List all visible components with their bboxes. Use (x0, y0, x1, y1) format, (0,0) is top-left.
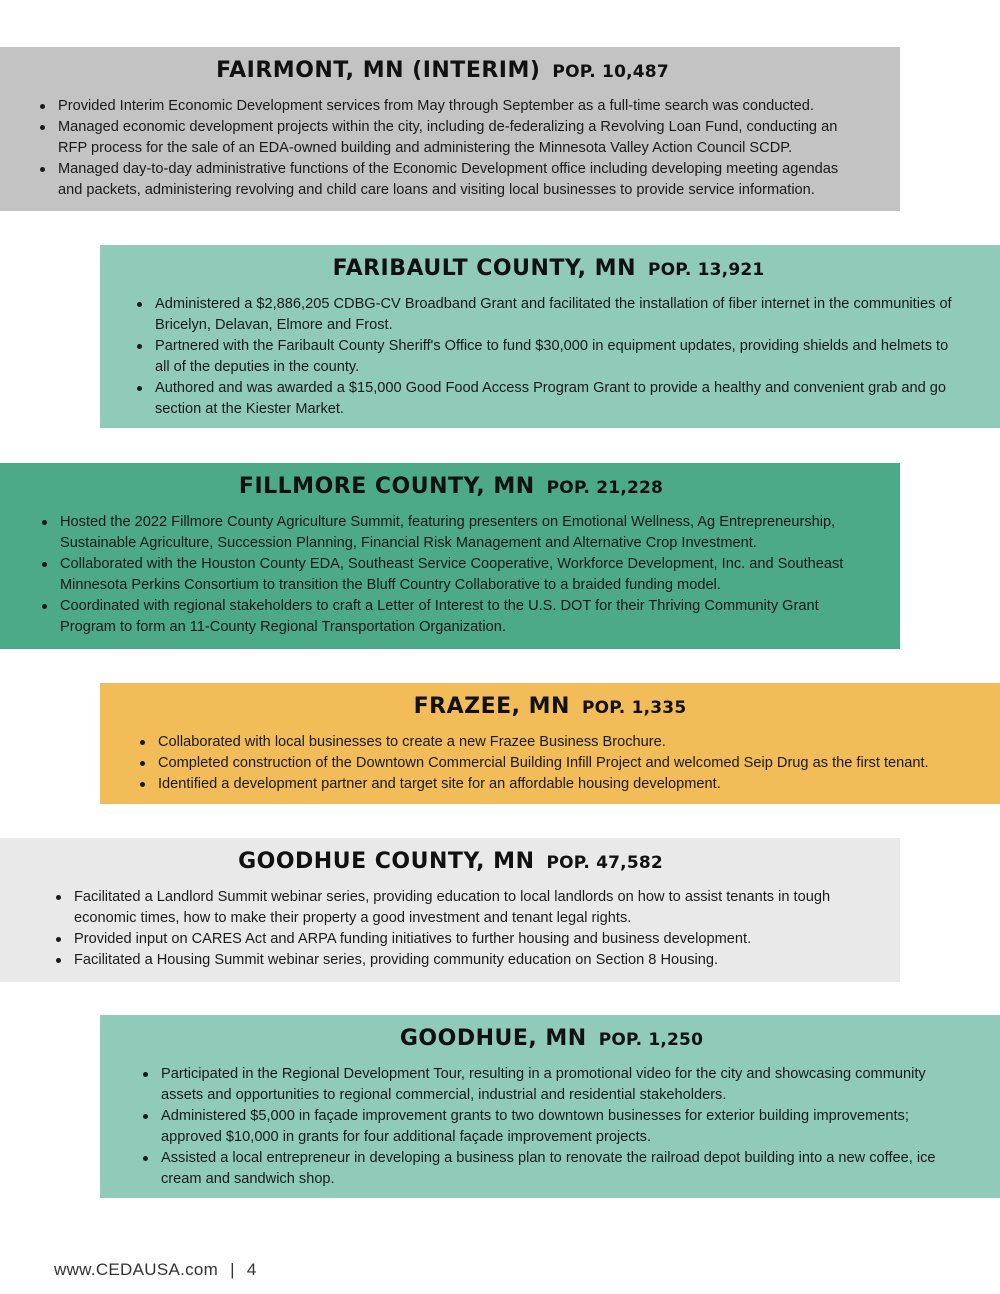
list-item: Hosted the 2022 Fillmore County Agriculture Summit, featuring presenters on Emotional Wellness, Ag Entrepreneurship, Sustainable Agriculture, Succession Planning, Financial Risk Management and Alternative Crop Investment. (42, 512, 860, 554)
section-title: GOODHUE, MN POP. 1,250 (399, 1026, 704, 1051)
population: POP. 13,921 (648, 260, 765, 280)
list-item: Partnered with the Faribault County Sheriff's Office to fund $30,000 in equipment updates, providing shields and helmets to all of the deputies in the county. (137, 336, 960, 378)
list-item: Assisted a local entrepreneur in developing a business plan to renovate the railroad depot building into a new coffee, ice cream and sandwich shop. (143, 1148, 960, 1190)
section-faribault-county (100, 245, 1000, 428)
bullet-list (137, 294, 960, 420)
list-item: Authored and was awarded a $15,000 Good Food Access Program Grant to provide a healthy and convenient grab and go section at the Kiester Market. (137, 378, 960, 420)
list-item: Collaborated with local businesses to create a new Frazee Business Brochure. (140, 732, 960, 753)
footer-separator: | (230, 1260, 235, 1279)
bullet-list (40, 96, 845, 201)
list-item: Provided Interim Economic Development services from May through September as a full-time search was conducted. (40, 96, 845, 117)
list-item: Participated in the Regional Development Tour, resulting in a promotional video for the city and showcasing community assets and opportunities to regional commercial, industrial and residential stakeholders. (143, 1064, 960, 1106)
population: POP. 21,228 (546, 478, 664, 498)
list-item: Administered a $2,886,205 CDBG-CV Broadband Grant and facilitated the installation of fiber internet in the communities of Bricelyn, Delavan, Elmore and Frost. (137, 294, 960, 336)
section-title: FRAZEE, MN POP. 1,335 (413, 694, 687, 719)
bullet-list (140, 732, 960, 795)
population: POP. 47,582 (546, 853, 663, 873)
list-item: Administered $5,000 in façade improvement grants to two downtown businesses for exterior building improvements; approved $10,000 in grants for four additional façade improvement projects. (143, 1106, 960, 1148)
list-item: Managed economic development projects within the city, including de-federalizing a Revolving Loan Fund, conducting an RFP process for the sale of an EDA-owned building and administering the Minnesota Valley Action Council SCDP. (40, 117, 845, 159)
population: POP. 1,250 (598, 1030, 704, 1050)
page-footer (54, 1260, 257, 1280)
bullet-list (143, 1064, 960, 1190)
section-title: FAIRMONT, MN (INTERIM) POP. 10,487 (216, 58, 669, 83)
population: POP. 1,335 (581, 698, 687, 718)
section-goodhue-county (0, 838, 900, 982)
section-title: FILLMORE COUNTY, MN POP. 21,228 (238, 474, 664, 499)
section-fillmore-county (0, 463, 900, 649)
page-number: 4 (246, 1260, 257, 1279)
section-title: FARIBAULT COUNTY, MN POP. 13,921 (332, 256, 765, 281)
list-item: Coordinated with regional stakeholders to craft a Letter of Interest to the U.S. DOT for their Thriving Community Grant Program to form an 11-County Regional Transportation Organization. (42, 596, 860, 638)
list-item: Collaborated with the Houston County EDA, Southeast Service Cooperative, Workforce Development, Inc. and Southeast Minnesota Perkins Consortium to transition the Bluff Country Collaborative to a braided funding model. (42, 554, 860, 596)
list-item: Managed day-to-day administrative functions of the Economic Development office including developing meeting agendas and packets, administering revolving and child care loans and visiting local businesses to provide service information. (40, 159, 845, 201)
list-item: Completed construction of the Downtown Commercial Building Infill Project and welcomed Seip Drug as the first tenant. (140, 753, 960, 774)
bullet-list (56, 887, 845, 971)
bullet-list (42, 512, 860, 638)
population: POP. 10,487 (552, 62, 669, 82)
list-item: Facilitated a Landlord Summit webinar series, providing education to local landlords on how to assist tenants in tough economic times, how to make their property a good investment and tenant legal rights. (56, 887, 845, 929)
list-item: Facilitated a Housing Summit webinar series, providing community education on Section 8 Housing. (56, 950, 845, 971)
website-link[interactable]: www.CEDAUSA.com (54, 1260, 219, 1279)
section-fairmont (0, 47, 900, 211)
section-goodhue (100, 1015, 1000, 1198)
list-item: Provided input on CARES Act and ARPA funding initiatives to further housing and business development. (56, 929, 845, 950)
list-item: Identified a development partner and target site for an affordable housing development. (140, 774, 960, 795)
section-title: GOODHUE COUNTY, MN POP. 47,582 (238, 849, 663, 874)
section-frazee (100, 683, 1000, 804)
